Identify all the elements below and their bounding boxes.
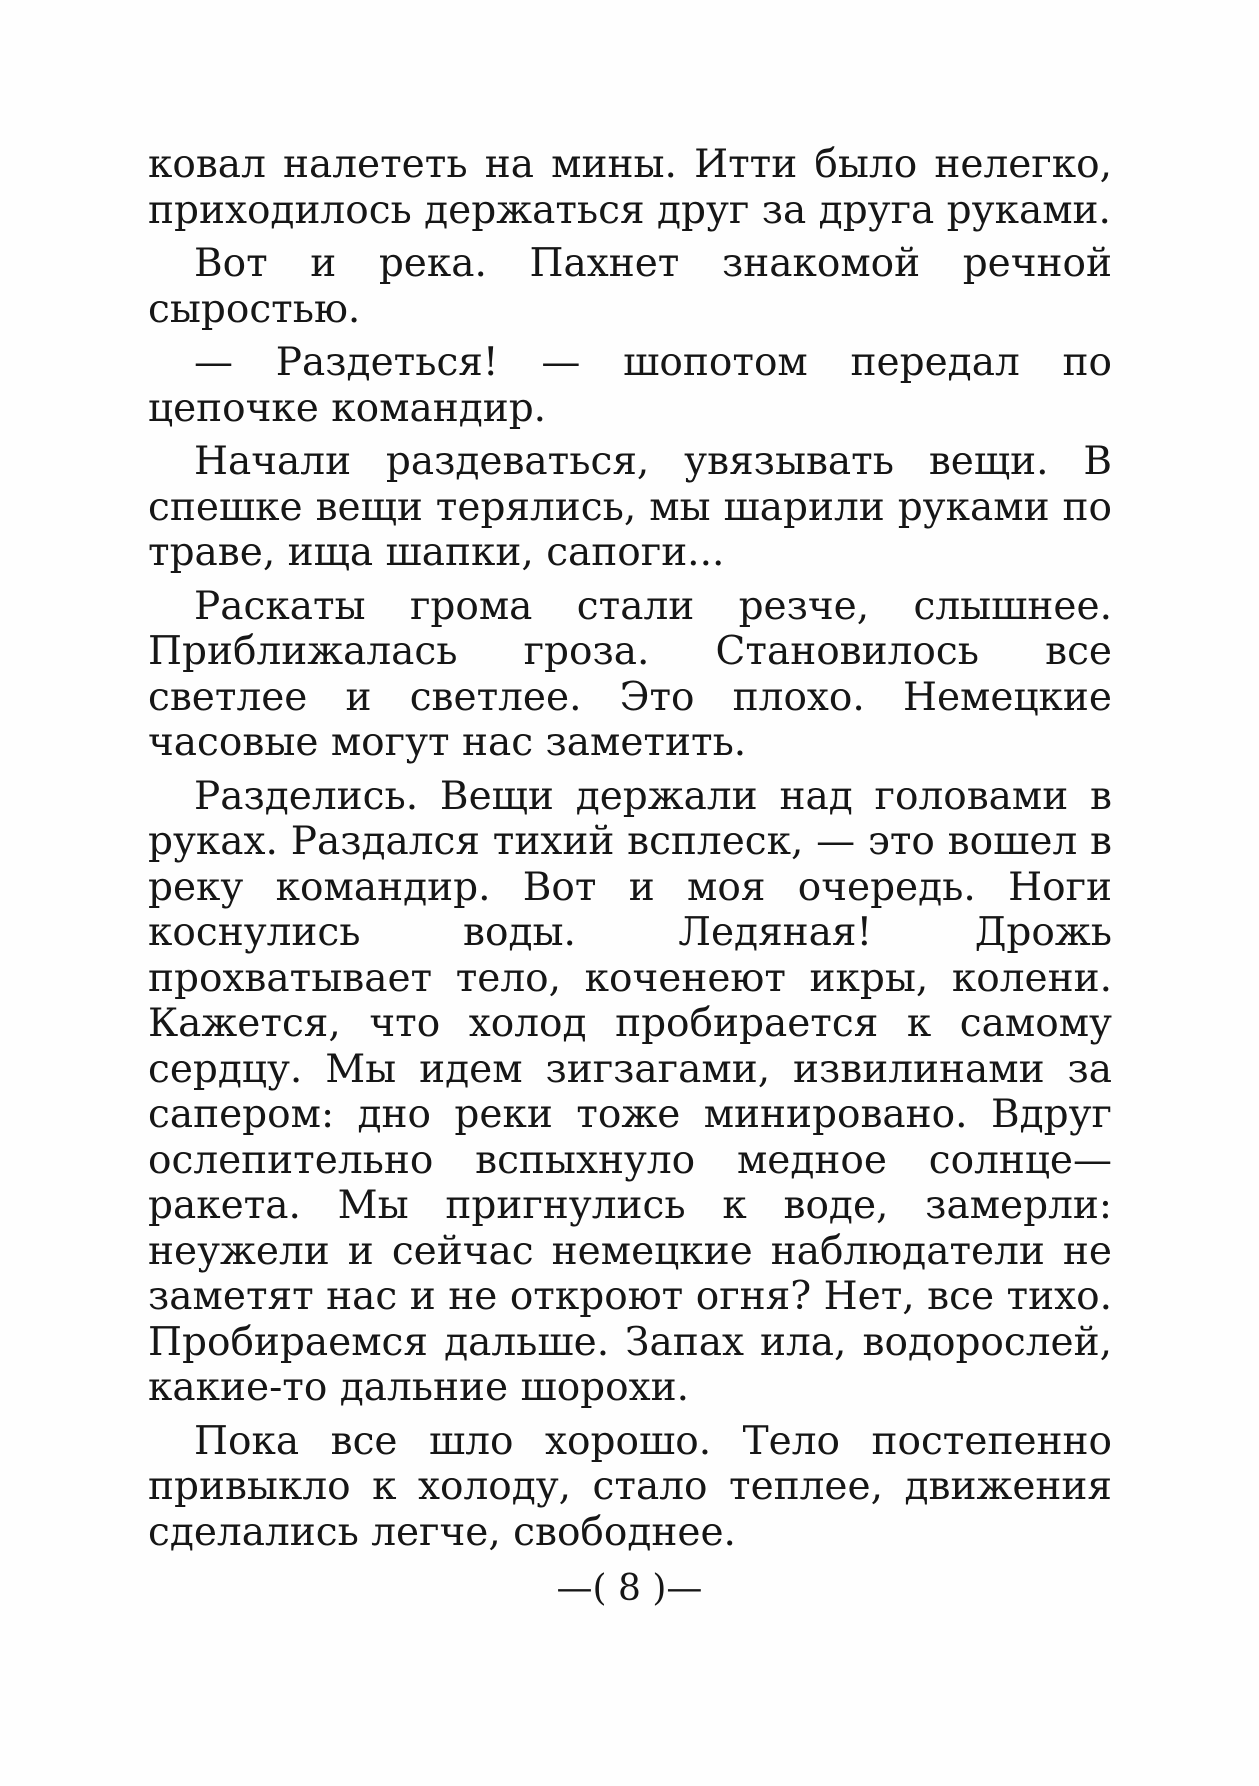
paragraph-1: ковал налететь на мины. Итти было нелегко, приходилось держаться друг за друга руками.	[148, 142, 1112, 233]
paragraph-3: — Раздеться! — шопотом передал по цепочке командир.	[148, 340, 1112, 431]
body-text	[148, 142, 1112, 1563]
paragraph-6: Разделись. Вещи держали над головами в руках. Раздался тихий всплеск, — это вошел в реку командир. Вот и моя очередь. Ноги коснулись воды. Ледяная! Дрожь прохватывает тело, коченеют икры, колени. Кажется, что холод пробирается к самому сердцу. Мы идем зигзагами, извилинами за сапером: дно реки тоже минировано. Вдруг ослепительно вспыхнуло медное солнце—ракета. Мы пригнулись к воде, замерли: неужели и сейчас немецкие наблюдатели не заметят нас и не откроют огня? Нет, все тихо. Пробираемся дальше. Запах ила, водорослей, какие-то дальние шорохи.	[148, 773, 1112, 1410]
page-number: —( 8 )—	[556, 1568, 703, 1609]
paragraph-2: Вот и река. Пахнет знакомой речной сыростью.	[148, 241, 1112, 332]
paragraph-5: Раскаты грома стали резче, слышнее. Приближалась гроза. Становилось все светлее и светлее. Это плохо. Немецкие часовые могут нас заметить.	[148, 583, 1112, 765]
paragraph-7: Пока все шло хорошо. Тело постепенно привыкло к холоду, стало теплее, движения сделались легче, свободнее.	[148, 1418, 1112, 1555]
paragraph-4: Начали раздеваться, увязывать вещи. В спешке вещи терялись, мы шарили руками по траве, ища шапки, сапоги...	[148, 439, 1112, 575]
